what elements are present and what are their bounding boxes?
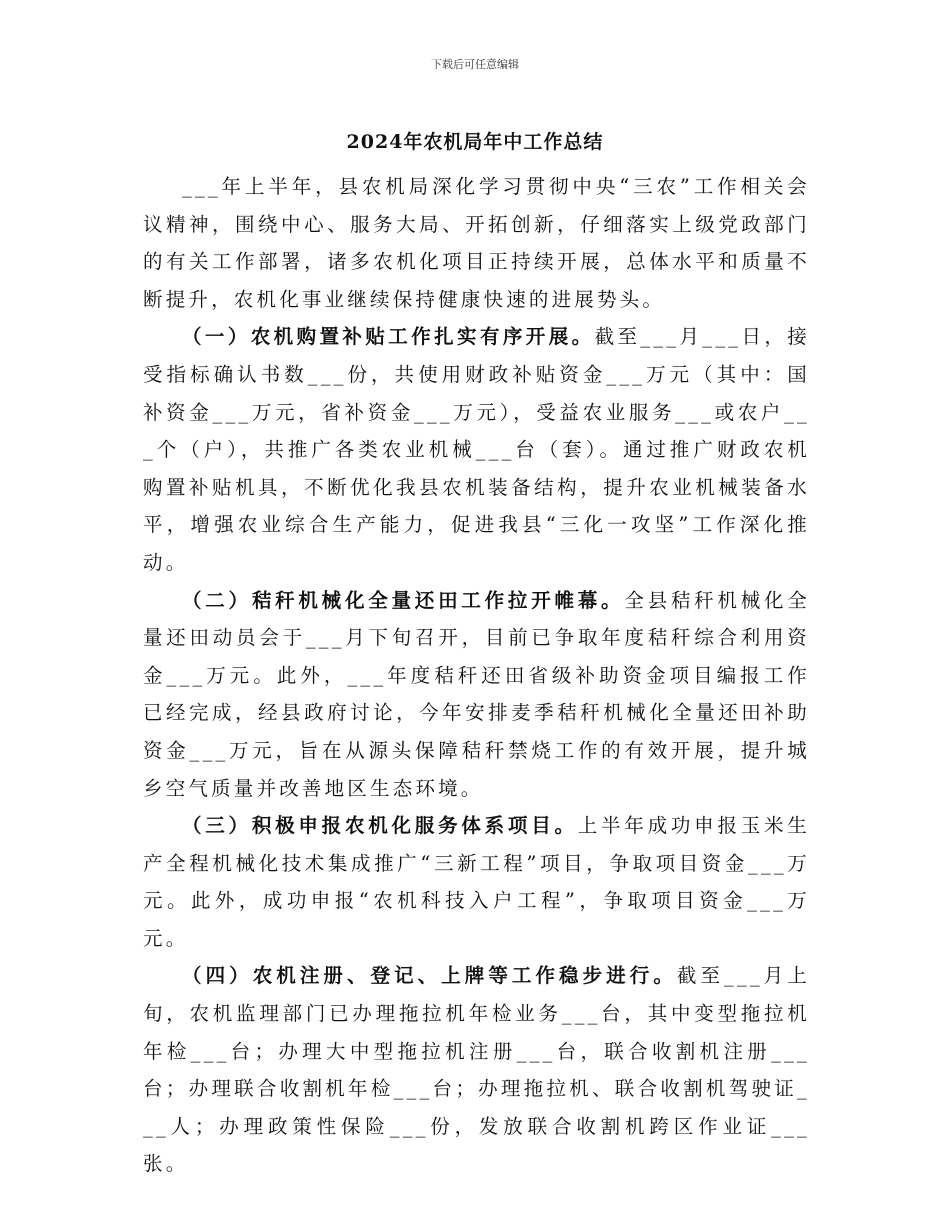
document-body [143,168,810,1183]
paragraph-heading: （三）积极申报农机化服务体系项目。 [182,814,578,838]
document-title: 2024年农机局年中工作总结 [346,131,604,153]
paragraph-section-4 [143,957,810,1183]
paragraph-heading: （二）秸秆机械化全量还田工作拉开帷幕。 [182,588,625,612]
paragraph-text: ___年上半年，县农机局深化学习贯彻中央“三农”工作相关会议精神，围绕中心、服务大局、开拓创新，仔细落实上级党政部门的有关工作部署，诸多农机化项目正持续开展，总体水平和质量不断提升，农机化事业继续保持健康快速的进展势头。 [143,175,810,311]
paragraph-intro [143,168,810,318]
header-note: 下载后可任意编辑 [431,58,519,71]
paragraph-heading: （四）农机注册、登记、上牌等工作稳步进行。 [182,964,677,988]
paragraph-text: 截至___月上旬，农机监理部门已办理拖拉机年检业务___台，其中变型拖拉机年检___台；办理大中型拖拉机注册___台，联合收割机注册___台；办理联合收割机年检___台；办理拖拉机、联合收割机驾驶证___人；办理政策性保险___份，发放联合收割机跨区作业证___张。 [143,964,811,1176]
paragraph-text: 上半年成功申报玉米生产全程机械化技术集成推广“三新工程”项目，争取项目资金___万元。此外，成功申报“农机科技入户工程”，争取项目资金___万元。 [143,814,810,950]
paragraph-section-1 [143,318,810,581]
paragraph-text: 截至___月___日，接受指标确认书数___份，共使用财政补贴资金___万元（其中：国补资金___万元，省补资金___万元），受益农业服务___或农户___个（户），共推广各类农业机械___台（套）。通过推广财政农机购置补贴机具，不断优化我县农机装备结构，提升农业机械装备水平，增强农业综合生产能力，促进我县“三化一攻坚”工作深化推动。 [143,325,810,574]
paragraph-text: 全县秸秆机械化全量还田动员会于___月下旬召开，目前已争取年度秸秆综合利用资金___万元。此外，___年度秸秆还田省级补助资金项目编报工作已经完成，经县政府讨论，今年安排麦季秸秆机械化全量还田补助资金___万元，旨在从源头保障秸秆禁烧工作的有效开展，提升城乡空气质量并改善地区生态环境。 [143,588,810,800]
paragraph-section-3 [143,807,810,957]
paragraph-section-2 [143,582,810,808]
paragraph-heading: （一）农机购置补贴工作扎实有序开展。 [182,325,595,349]
